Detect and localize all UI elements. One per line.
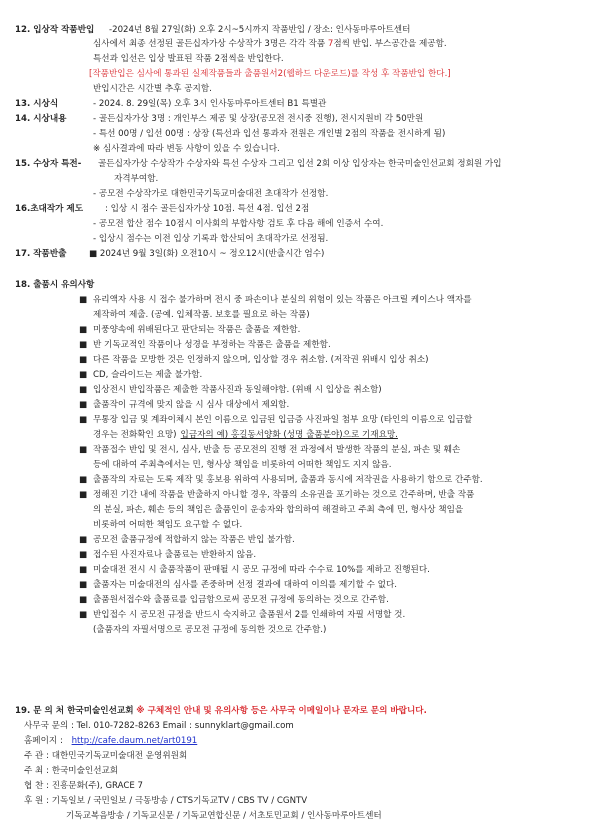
bullet-icon: ■ [79, 535, 88, 545]
section-19-note: ※ 구체적인 안내 및 유의사항 등은 사무국 이메일이나 문자로 문의 바랍니다. [136, 706, 427, 716]
bullet-icon: ■ [79, 355, 88, 365]
bullet-icon: ■ [79, 490, 88, 500]
bullet-icon: ■ [79, 385, 88, 395]
homepage-label: 홈페이지 : [24, 736, 63, 746]
section-13-heading: 13. 시상식 [15, 99, 59, 109]
bullet-icon: ■ [79, 340, 88, 350]
notice-item-line: 입상전시 반입작품은 제출한 작품사진과 동일해야함. (위배 시 입상을 취소함) [93, 385, 382, 395]
section-16-line3: - 입상시 점수는 이전 입상 기록과 합산되어 초대작가로 선정됨. [93, 234, 329, 244]
section-19-header-line [15, 705, 427, 717]
notice-item-line: 접수된 사진자료나 출품료는 반환하지 않음. [93, 550, 257, 560]
section-19-heading: 19. 문 의 처 한국미술인선교회 [15, 706, 134, 716]
bullet-icon: ■ [79, 400, 88, 410]
bullet-icon: ■ [79, 370, 88, 380]
notice-item-line: 반 기독교적인 작품이나 성경을 부정하는 작품은 출품을 제한함. [93, 340, 331, 350]
section-15-heading: 15. 수상자 특전- [15, 159, 82, 169]
notice-item-line: (출품자의 자필서명으로 공모전 규정에 동의한 것으로 간주함.) [93, 625, 327, 635]
bullet-icon: ■ [79, 445, 88, 455]
section-15-line3: - 공모전 수상작가로 대한민국기독교미술대전 초대작가 선정함. [93, 189, 329, 199]
bullet-icon: ■ [79, 475, 88, 485]
notice-item-line: 미술대전 전시 시 출품작품이 판매될 시 공모 규정에 따라 수수료 10%를 제하고 진행된다. [93, 565, 430, 575]
section-17-heading: 17. 작품반출 [15, 249, 67, 259]
notice-item-line: 제작하여 제출. (공예. 입체작품. 보호를 필요로 하는 작품) [93, 310, 310, 320]
section-12-notice: [작품반입은 심사에 통과된 실제작품들과 출품원서2(웹하드 다운로드)를 작성 후 작품반입 한다.] [89, 69, 451, 79]
section-12-line2-count: 7 [327, 39, 334, 49]
bullet-icon: ■ [79, 295, 88, 305]
notice-item-line: 공모전 출품규정에 적합하지 않는 작품은 반입 불가함. [93, 535, 295, 545]
notice-item-line: 출품원서접수와 출품료를 입금함으로써 공모전 규정에 동의하는 것으로 간주함. [93, 595, 389, 605]
section-12-line5: 반입시간은 시간별 추후 공지함. [93, 84, 212, 94]
support-line-2: 기독교복음방송 / 기독교신문 / 기독교연합신문 / 서초토민교회 / 인사동마루아트센터 [66, 811, 382, 821]
notice-item-line: 등에 대하여 주최측에서는 민, 형사상 책임을 비롯하여 어떠한 책임도 지지 않음. [93, 460, 392, 470]
bullet-icon: ■ [79, 550, 88, 560]
section-17-text: ■ 2024년 9월 3일(화) 오전10시 ~ 정오12시(반출시간 엄수) [89, 249, 325, 259]
notice-item-line: 출품자는 미술대전의 심사를 존중하며 선정 결과에 대하여 이의를 제기할 수 없다. [93, 580, 398, 590]
section-16-line1: : 입상 시 점수 골든십자가상 10점. 특선 4점. 입선 2점 [105, 204, 310, 214]
notice-item-line: 무통장 입금 및 계좌이체시 본인 이름으로 입금된 입금증 사진파일 첨부 요망 (타인의 이름으로 입금할 [93, 415, 473, 425]
section-12-line1: -2024년 8월 27일(화) 오후 2시~5시까지 작품반입 / 장소: 인사동마루아트센터 [109, 25, 411, 35]
section-16-line2: - 공모전 합산 점수 10점시 이사회의 부합사항 검토 후 다음 해에 인증서 수여. [93, 219, 384, 229]
bullet-icon: ■ [79, 325, 88, 335]
office-contact: 사무국 문의 : Tel. 010-7282-8263 Email : sunnyklart@gmail.com [24, 721, 294, 731]
section-15-line1: 골든십자가상 수상작가 수상자와 특선 수상자 그리고 입선 2회 이상 입상자는 한국미술인선교회 정회원 가입 [98, 159, 502, 169]
notice-item-line: 출품작의 자료는 도록 제작 및 홍보용 위하여 사용되며, 출품과 동시에 저작권을 사용하기 함으로 간주함. [93, 475, 483, 485]
bullet-icon: ■ [79, 580, 88, 590]
section-12-line3: 특선과 입선은 입상 발표된 작품 2점씩을 반입한다. [93, 54, 284, 64]
notice-item-line: 의 분실, 파손, 훼손 등의 책임은 출품인이 운송자와 합의하여 해결하고 주최 측에 민, 형사상 책임을 [93, 505, 464, 515]
section-15-line2: 자격부여함. [114, 174, 159, 184]
section-12-line2-text-a: 심사에서 최종 선정된 골든십자가상 수상작가 3명은 각각 작품 [93, 39, 328, 49]
sponsor-line: 협 찬 : 진흥문화(주), GRACE 7 [24, 781, 144, 791]
notice-item-line: 경우는 전화확인 요망) 입금자의 예) 홍길동서양화 (성명 출품분야)으로 기재요망. [93, 430, 398, 440]
notice-item-line: 유리액자 사용 시 접수 불가하며 전시 중 파손이나 분실의 위험이 있는 작품은 아크릴 케이스나 액자를 [93, 295, 472, 305]
notice-item-line: 비롯하여 어떠한 책임도 요구할 수 없다. [93, 520, 243, 530]
notice-item-line: 정해진 기간 내에 작품을 반출하지 아니할 경우, 작품의 소유권을 포기하는 것으로 간주하며, 반출 작품 [93, 490, 475, 500]
section-12-line2 [93, 38, 447, 50]
section-14-heading: 14. 시상내용 [15, 114, 67, 124]
organizer-line: 주 최 : 한국미술인선교회 [24, 766, 119, 776]
notice-item-line: 작품접수 반입 및 전시, 심사, 반출 등 공모전의 진행 전 과정에서 발생한 작품의 분실, 파손 및 훼손 [93, 445, 461, 455]
notice-item-line: 출품작이 규격에 맞지 않을 시 심사 대상에서 제외함. [93, 400, 290, 410]
section-14-line3: ※ 심사결과에 따라 변동 사항이 있을 수 있습니다. [93, 144, 280, 154]
section-16-heading: 16.초대작가 제도 [15, 204, 84, 214]
bullet-icon: ■ [79, 415, 88, 425]
section-14-line1: - 골든십자가상 3명 : 개인부스 제공 및 상장(공모전 전시중 진행), 전시지원비 각 50만원 [93, 114, 424, 124]
section-13-text: - 2024. 8. 29일(목) 오후 3시 인사동마루아트센터 B1 특별관 [93, 99, 327, 109]
host-line: 주 관 : 대한민국기독교미술대전 운영위원회 [24, 751, 188, 761]
deposit-name-example: 입금자의 예) 홍길동서양화 (성명 출품분야)으로 기재요망. [180, 430, 398, 440]
section-18-heading: 18. 출품시 유의사항 [15, 280, 95, 290]
bullet-icon: ■ [79, 595, 88, 605]
homepage-line [24, 735, 197, 747]
section-12-heading: 12. 입상작 작품반입 [15, 25, 95, 35]
notice-item-line: CD, 슬라이드는 제출 불가함. [93, 370, 203, 380]
notice-item-line: 다른 작품을 모방한 것은 인정하지 않으며, 입상할 경우 취소함. (저작권 위배시 입상 취소) [93, 355, 429, 365]
bullet-icon: ■ [79, 565, 88, 575]
notice-item-line: 반입접수 시 공모전 규정을 반드시 숙지하고 출품원서 2를 인쇄하여 자필 서명할 것. [93, 610, 406, 620]
notice-item-line: 미풍양속에 위배된다고 판단되는 작품은 출품을 제한함. [93, 325, 301, 335]
section-12-line2-text-c: 점씩 반입. 부스공간을 제공함. [333, 39, 447, 49]
section-14-line2: - 특선 00명 / 입선 00명 : 상장 (특선과 입선 통과자 전원은 개인별 2점의 작품을 전시하게 됨) [93, 129, 446, 139]
support-line-1: 후 원 : 기독일보 / 국민일보 / 극동방송 / CTS기독교TV / CBS TV / CGNTV [24, 796, 308, 806]
homepage-link[interactable]: http://cafe.daum.net/art0191 [71, 736, 198, 746]
bullet-icon: ■ [79, 610, 88, 620]
